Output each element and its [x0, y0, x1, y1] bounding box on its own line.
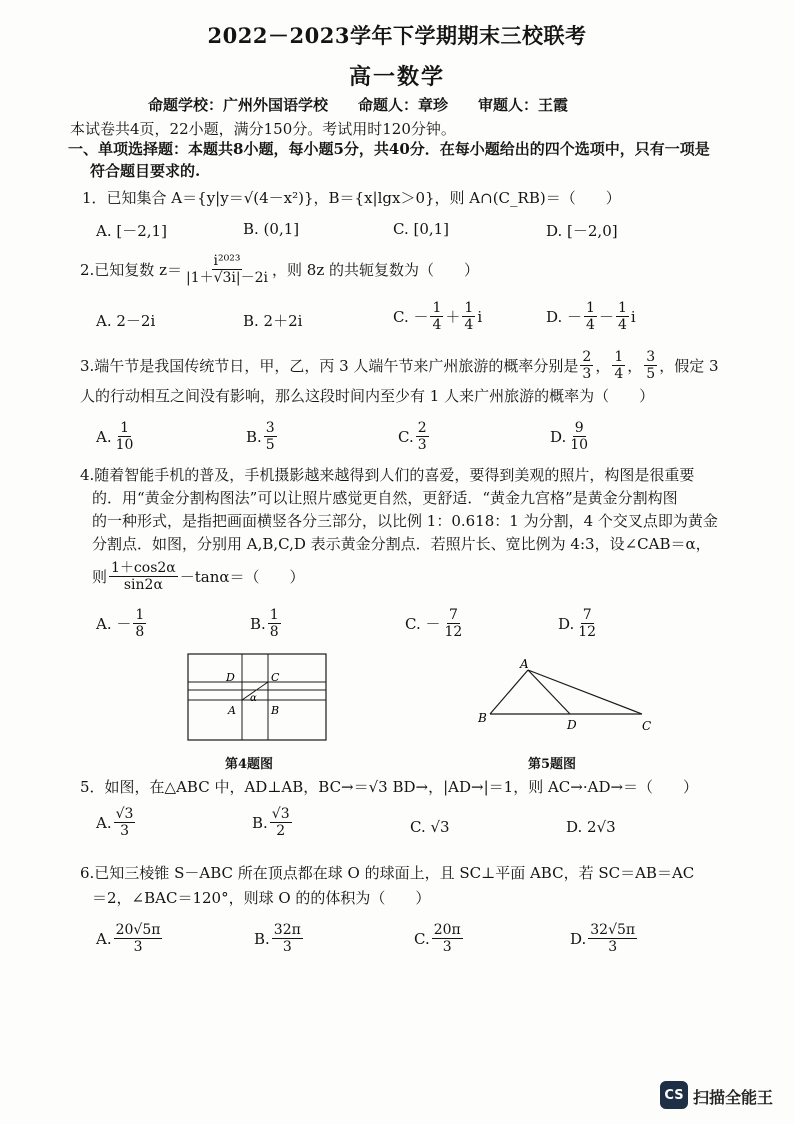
q2d-i: i	[630, 307, 636, 326]
q1-option-d: D. [－2,0]	[546, 222, 618, 240]
camscanner-logo: CS	[660, 1081, 688, 1109]
q3-option-d	[550, 420, 592, 453]
q5a-label: A.	[96, 813, 112, 832]
q3c-label: C.	[398, 427, 414, 446]
q4c-den: 12	[444, 624, 463, 641]
q2-suffix: ，则 8z 的共轭复数为（ ）	[272, 261, 479, 280]
q3c-frac	[416, 420, 429, 453]
q3a-den: 10	[115, 437, 134, 454]
fig4-caption: 第4题图	[225, 757, 274, 772]
q6-option-d	[570, 922, 639, 955]
q2c-frac2	[462, 300, 475, 333]
q6b-den: 3	[282, 939, 292, 956]
q3-option-b	[246, 420, 279, 453]
q2d-f2-den: 4	[617, 317, 627, 334]
q4b-num: 1	[269, 607, 279, 623]
label-b: B	[271, 704, 280, 717]
q3-text-b: ，假定 3	[659, 357, 719, 376]
q3c-den: 3	[417, 437, 427, 454]
q2c-f1-den: 4	[432, 317, 442, 334]
q2-option-a: A. 2－2i	[96, 312, 156, 330]
q5a-num: √3	[115, 806, 134, 822]
q2c-op: ＋	[445, 308, 461, 327]
q3-p3-num: 3	[646, 349, 656, 365]
q4-fraction	[109, 560, 178, 593]
q3a-num: 1	[120, 420, 129, 436]
q4-frac-num: 1＋cos2α	[111, 560, 176, 576]
q3-option-c	[398, 420, 431, 453]
q3-stem-line2: 人的行动相互之间没有影响，那么这段时间内至少有 1 人来广州旅游的概率为（ ）	[80, 387, 655, 405]
grid-frame	[188, 654, 326, 740]
subject-title: 高一数学	[348, 64, 445, 90]
q3-prob2	[612, 349, 625, 382]
q6b-frac	[272, 922, 303, 955]
q4a-den: 8	[135, 624, 145, 641]
q5a-frac	[114, 806, 136, 839]
q4-figure	[182, 648, 332, 744]
q2d-f2-num: 1	[617, 300, 627, 316]
q3-comma2: ，	[627, 357, 643, 376]
q2-fraction	[184, 253, 270, 286]
q3-p2-den: 4	[614, 366, 624, 383]
q3-p3-den: 5	[646, 366, 656, 383]
q4-line1: 4.随着智能手机的普及，手机摄影越来越得到人们的喜爱，要得到美观的照片，构图是很重要	[80, 466, 695, 484]
q3-comma1: ，	[595, 357, 611, 376]
q3b-frac	[264, 420, 277, 453]
q6-line1: 6.已知三棱锥 S－ABC 所在顶点都在球 O 的球面上，且 SC⊥平面 ABC，若 SC＝AB＝AC	[80, 864, 695, 882]
q2d-frac2	[616, 300, 629, 333]
q6d-num: 32√5π	[590, 922, 636, 938]
q4d-label: D.	[558, 614, 575, 633]
q2c-f2-num: 1	[464, 300, 474, 316]
q2c-label: C. －	[393, 308, 429, 327]
q6a-den: 3	[133, 939, 143, 956]
side-ac	[528, 670, 642, 714]
q3a-label: A.	[96, 427, 112, 446]
q4-line5	[92, 560, 305, 593]
q5-stem: 5．如图，在△ABC 中，AD⊥AB，BC→＝√3 BD→，|AD→|＝1，则 AC→·AD→＝（ ）	[80, 778, 699, 796]
author-info: 命题学校：广州外国语学校 命题人：章珍 审题人：王霞	[148, 96, 569, 114]
q5b-label: B.	[252, 813, 268, 832]
q6a-num: 20√5π	[115, 922, 161, 938]
q2-option-c	[393, 300, 482, 333]
q3-prob3	[644, 349, 657, 382]
q5-figure	[470, 656, 660, 736]
q3-p1-den: 3	[582, 366, 592, 383]
q4c-frac	[442, 607, 464, 640]
q5b-num: √3	[271, 806, 290, 822]
q5-option-d: D. 2√3	[566, 818, 616, 836]
section-heading: 一、单项选择题：本题共8小题，每小题5分，共40分．在每小题给出的四个选项中，只有一项是	[68, 140, 710, 158]
segment-ad	[528, 670, 570, 714]
q2c-f2-den: 4	[464, 317, 474, 334]
q3-p1-num: 2	[582, 349, 592, 365]
q2c-i: i	[477, 307, 483, 326]
tri-label-c: C	[642, 719, 652, 733]
side-ab	[490, 670, 528, 714]
q3c-num: 2	[417, 420, 427, 436]
q6c-den: 3	[442, 939, 452, 956]
q6-option-a	[96, 922, 164, 955]
q4-frac-den: sin2α	[123, 577, 163, 594]
q6c-num: 20π	[433, 922, 461, 938]
label-alpha: α	[250, 693, 257, 704]
q6-line2: ＝2，∠BAC＝120°，则球 O 的的体积为（ ）	[92, 889, 431, 907]
section-heading-cont: 符合题目要求的.	[90, 162, 201, 180]
q6d-label: D.	[570, 929, 587, 948]
q4-option-b	[250, 607, 283, 640]
q2d-op: －	[598, 308, 614, 327]
q6b-label: B.	[254, 929, 270, 948]
q6b-num: 32π	[273, 922, 301, 938]
q4c-num: 7	[448, 607, 458, 623]
q3-text-a: 3.端午节是我国传统节日，甲，乙，丙 3 人端午节来广州旅游的概率分别是	[80, 357, 579, 376]
label-a: A	[228, 704, 236, 717]
q4-option-c	[405, 607, 466, 640]
tri-label-b: B	[478, 711, 487, 725]
q4c-label: C. －	[405, 615, 441, 634]
q2d-frac1	[584, 300, 597, 333]
q3b-label: B.	[246, 427, 262, 446]
q3-prob1	[580, 349, 593, 382]
q6c-label: C.	[414, 929, 430, 948]
q2c-frac1	[430, 300, 443, 333]
q6c-frac	[432, 922, 463, 955]
label-c: C	[271, 671, 280, 684]
q4b-den: 8	[269, 624, 279, 641]
q1-stem: 1．已知集合 A＝{y|y＝√(4－x²)}，B＝{x|lgx＞0}，则 A∩(C_RB)＝（ ）	[82, 189, 621, 207]
q4-tail: －tanα＝（ ）	[179, 568, 305, 587]
q2-option-d	[546, 300, 636, 333]
q4-line4: 分割点．如图，分别用 A,B,C,D 表示黄金分割点．若照片长、宽比例为 4:3，设∠CAB＝α，	[92, 535, 711, 553]
q1-option-b: B. (0,1]	[243, 220, 300, 238]
q3b-den: 5	[265, 437, 275, 454]
q3d-den: 10	[570, 437, 589, 454]
q2-numerator: i²⁰²³	[213, 253, 241, 269]
q2c-f1-num: 1	[432, 300, 442, 316]
q3b-num: 3	[265, 420, 275, 436]
q2d-f1-num: 1	[586, 300, 595, 316]
q5a-den: 3	[120, 823, 129, 840]
exam-note: 本试卷共4页，22小题，满分150分。考试用时120分钟。	[70, 120, 456, 138]
fig5-caption: 第5题图	[528, 757, 577, 772]
q3d-frac	[568, 420, 590, 453]
label-d: D	[226, 671, 235, 684]
q4a-num: 1	[135, 607, 145, 623]
q3d-num: 9	[574, 420, 584, 436]
q3a-frac	[114, 420, 136, 453]
q1-option-c: C. [0,1]	[393, 220, 450, 238]
q6a-frac	[114, 922, 163, 955]
q6a-label: A.	[96, 929, 112, 948]
q3d-label: D.	[550, 427, 567, 446]
q4b-label: B.	[250, 614, 266, 633]
q5b-frac	[270, 806, 292, 839]
tri-label-d: D	[567, 718, 577, 732]
tri-label-a: A	[520, 657, 529, 671]
q2-denominator: |1＋√3i|－2i	[185, 270, 269, 287]
q5-option-c: C. √3	[410, 818, 450, 836]
q4-line2: 的．用“黄金分割构图法”可以让照片感觉更自然，更舒适．“黄金九宫格”是黄金分割构图	[92, 489, 678, 507]
q4a-frac	[133, 607, 146, 640]
q3-option-a	[96, 420, 137, 453]
q4d-frac	[576, 607, 598, 640]
q3-stem-line1	[80, 349, 719, 382]
q4-then: 则	[92, 568, 108, 587]
q6d-frac	[588, 922, 637, 955]
q6-option-c	[414, 922, 465, 955]
q6-option-b	[254, 922, 305, 955]
q2-stem	[80, 253, 479, 286]
q5b-den: 2	[276, 823, 286, 840]
q3-p2-num: 1	[614, 349, 624, 365]
q4d-num: 7	[582, 607, 592, 623]
q5-option-b	[252, 806, 294, 839]
camscanner-text: 扫描全能王	[693, 1088, 774, 1107]
q4-line3: 的一种形式，是指把画面横竖各分三部分，以比例 1：0.618：1 为分割，4 个交叉点即为黄金	[92, 512, 718, 530]
q6d-den: 3	[608, 939, 618, 956]
exam-title: 2022－2023学年下学期期末三校联考	[207, 23, 587, 48]
q4-option-d	[558, 607, 600, 640]
q2d-label: D. －	[546, 308, 583, 327]
q2d-f1-den: 4	[586, 317, 595, 334]
q1-option-a: A. [－2,1]	[96, 222, 167, 240]
q4-option-a	[96, 607, 148, 640]
q4b-frac	[268, 607, 281, 640]
q4d-den: 12	[578, 624, 597, 641]
q4a-label: A. －	[96, 615, 132, 634]
q5-option-a	[96, 806, 137, 839]
q2-prefix: 2.已知复数 z＝	[80, 261, 182, 280]
q2-option-b: B. 2＋2i	[243, 312, 303, 330]
